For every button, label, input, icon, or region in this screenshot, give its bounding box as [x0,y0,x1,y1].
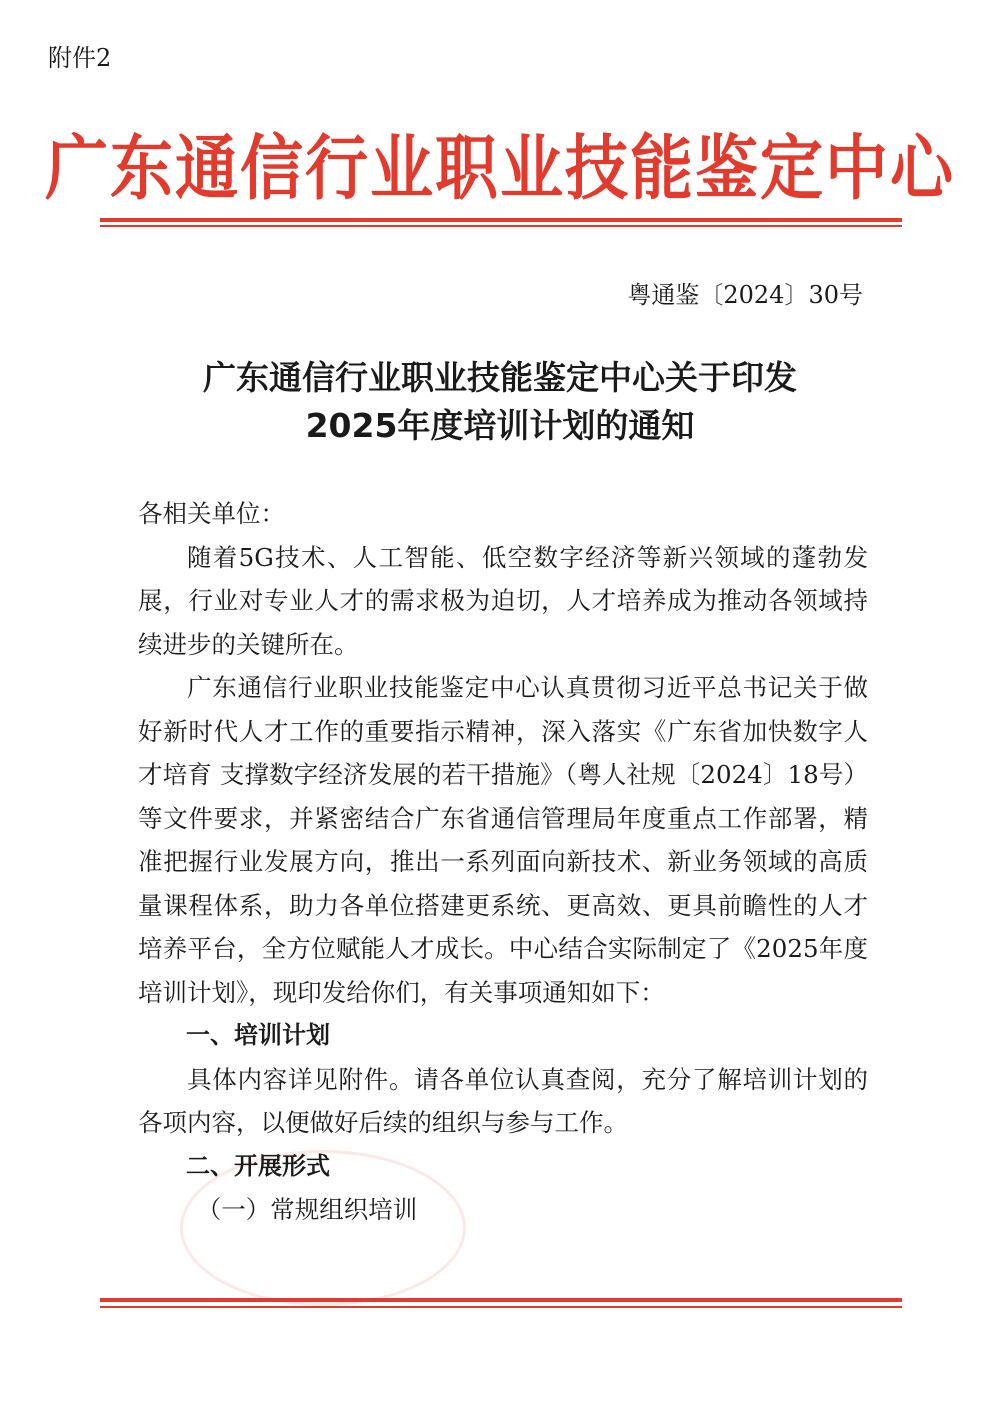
document-number: 粤通鉴〔2024〕30号 [627,281,863,309]
section-2-heading: 二、开展形式 [186,1151,330,1180]
masthead-title: 广东通信行业职业技能鉴定中心 [45,126,955,210]
section-2-subheading-1: （一）常规组织培训 [196,1195,418,1224]
masthead-rule-thick [100,218,902,222]
title-line-2: 2025年度培训计划的通知 [305,406,695,445]
masthead-rule-thin [100,225,902,227]
document-body [138,492,868,1232]
footer-rule-thin [100,1306,902,1308]
document-title [0,354,1000,450]
title-line-1: 广东通信行业职业技能鉴定中心关于印发 [203,358,797,397]
paragraph-2: 广东通信行业职业技能鉴定中心认真贯彻习近平总书记关于做好新时代人才工作的重要指示精神，深入落实《广东省加快数字人才培育 支撑数字经济发展的若干措施》（粤人社规〔2024〕18号）等文件要求，并紧密结合广东省通信管理局年度重点工作部署，精准把握行业发展方向，推出一系列面向新技术、新业务领域的高质量课程体系，助力各单位搭建更系统、更高效、更具前瞻性的人才培养平台，全方位赋能人才成长。中心结合实际制定了《2025年度培训计划》，现印发给你们，有关事项通知如下： [138,673,868,1007]
paragraph-1: 随着5G技术、人工智能、低空数字经济等新兴领域的蓬勃发展，行业对专业人才的需求极为迫切，人才培养成为推动各领域持续进步的关键所在。 [138,542,868,659]
section-1-text: 具体内容详见附件。请各单位认真查阅，充分了解培训计划的各项内容，以便做好后续的组织与参与工作。 [138,1064,868,1137]
attachment-label: 附件2 [48,44,112,72]
salutation: 各相关单位： [138,499,285,528]
section-1-heading: 一、培训计划 [186,1021,330,1049]
footer-rule-thick [100,1298,902,1302]
